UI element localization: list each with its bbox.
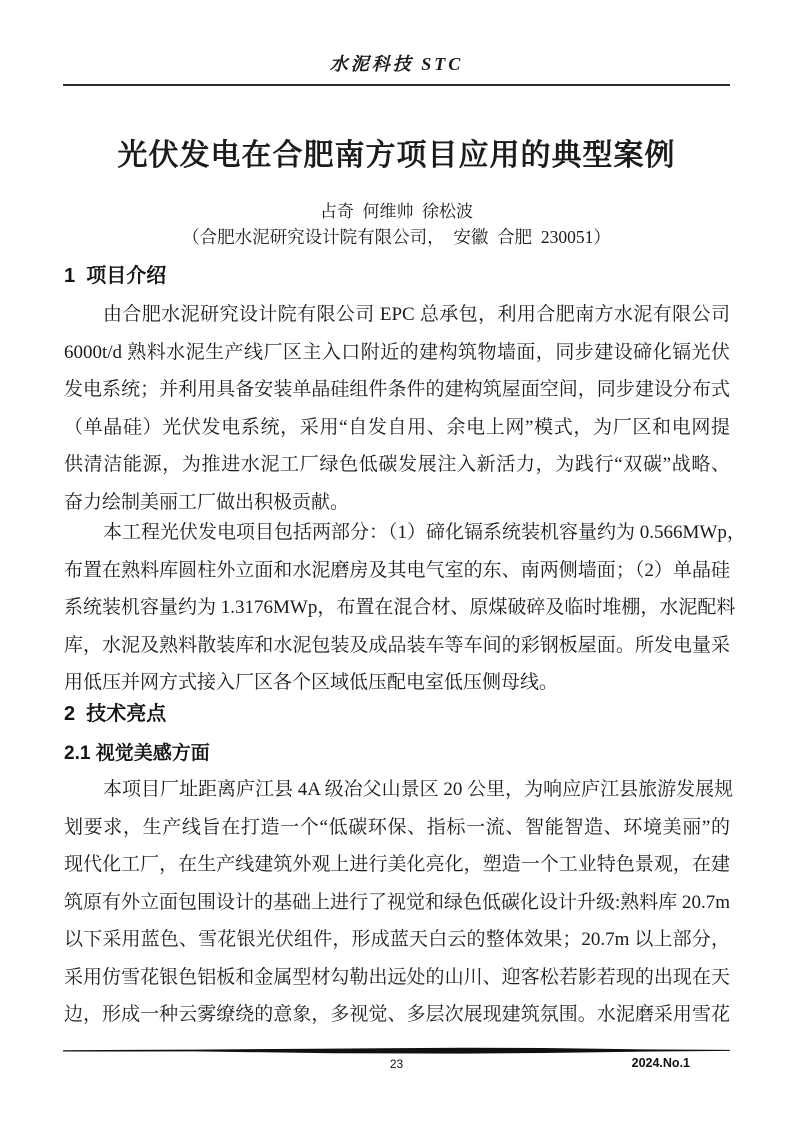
journal-header-title: 水泥科技 STC (329, 54, 464, 74)
text-line: （单晶硅）光伏发电系统，采用“自发自用、余电上网”模式，为厂区和电网提 (64, 416, 730, 438)
text-line: 库，水泥及熟料散装库和水泥包装及成品装车等车间的彩钢板屋面。所发电量采 (64, 634, 730, 656)
section-heading-1: 1 项目介绍 (64, 265, 167, 287)
text-line: 系统装机容量约为 1.3176MWp，布置在混合材、原煤破碎及临时堆棚，水泥配料 (64, 597, 736, 618)
page-number: 23 (389, 1057, 404, 1071)
section-heading-2-1: 2.1 视觉美感方面 (64, 743, 210, 764)
article-authors: 占奇 何维帅 徐松波 (320, 202, 473, 221)
text-line: 奋力绘制美丽工厂做出积极贡献。 (64, 491, 350, 513)
journal-issue: 2024.No.1 (631, 1056, 690, 1070)
paragraph-2 (64, 514, 746, 702)
text-line: 由合肥水泥研究设计院有限公司 EPC 总承包，利用合肥南方水泥有限公司 (103, 304, 730, 325)
text-line: 筑原有外立面包围设计的基础上进行了视觉和绿色低碳化设计升级:熟料库 20.7m (64, 891, 731, 913)
footer-rule (63, 1047, 730, 1055)
text-line: 布置在熟料库圆柱外立面和水泥磨房及其电气室的东、南两侧墙面；（2）单晶硅 (64, 559, 730, 581)
text-line: 现代化工厂，在生产线建筑外观上进行美化亮化，塑造一个工业特色景观，在建 (64, 854, 730, 875)
paragraph-3 (64, 771, 734, 1034)
text-line: 用低压并网方式接入厂区各个区域低压配电室低压侧母线。 (64, 672, 559, 693)
text-line: 划要求，生产线旨在打造一个“低碳环保、指标一流、智能智造、环境美丽”的 (64, 816, 730, 838)
text-line: 发电系统；并利用具备安装单晶硅组件条件的建构筑屋面空间，同步建设分布式 (64, 379, 730, 400)
text-line: 以下采用蓝色、雪花银光伏组件，形成蓝天白云的整体效果；20.7m 以上部分， (64, 929, 730, 950)
article-title: 光伏发电在合肥南方项目应用的典型案例 (117, 139, 676, 172)
text-line: 6000t/d 熟料水泥生产线厂区主入口附近的建构筑物墙面，同步建设碲化镉光伏 (64, 341, 730, 363)
section-heading-2: 2 技术亮点 (64, 703, 167, 725)
article-affiliation: （合肥水泥研究设计院有限公司， 安徽 合肥 230051） (182, 227, 611, 247)
text-line: 本工程光伏发电项目包括两部分：（1）碲化镉系统装机容量约为 0.566MWp， (103, 522, 746, 543)
text-line: 供清洁能源，为推进水泥工厂绿色低碳发展注入新活力，为践行“双碳”战略、 (64, 454, 730, 475)
text-line: 采用仿雪花银色铝板和金属型材勾勒出远处的山川、迎客松若影若现的出现在天 (64, 966, 730, 988)
text-line: 本项目厂址距离庐江县 4A 级冶父山景区 20 公里，为响应庐江县旅游发展规 (103, 779, 734, 800)
paragraph-1 (64, 296, 730, 521)
header-rule (63, 84, 730, 86)
text-line: 边，形成一种云雾缭绕的意象，多视觉、多层次展现建筑氛围。水泥磨采用雪花 (64, 1004, 730, 1025)
